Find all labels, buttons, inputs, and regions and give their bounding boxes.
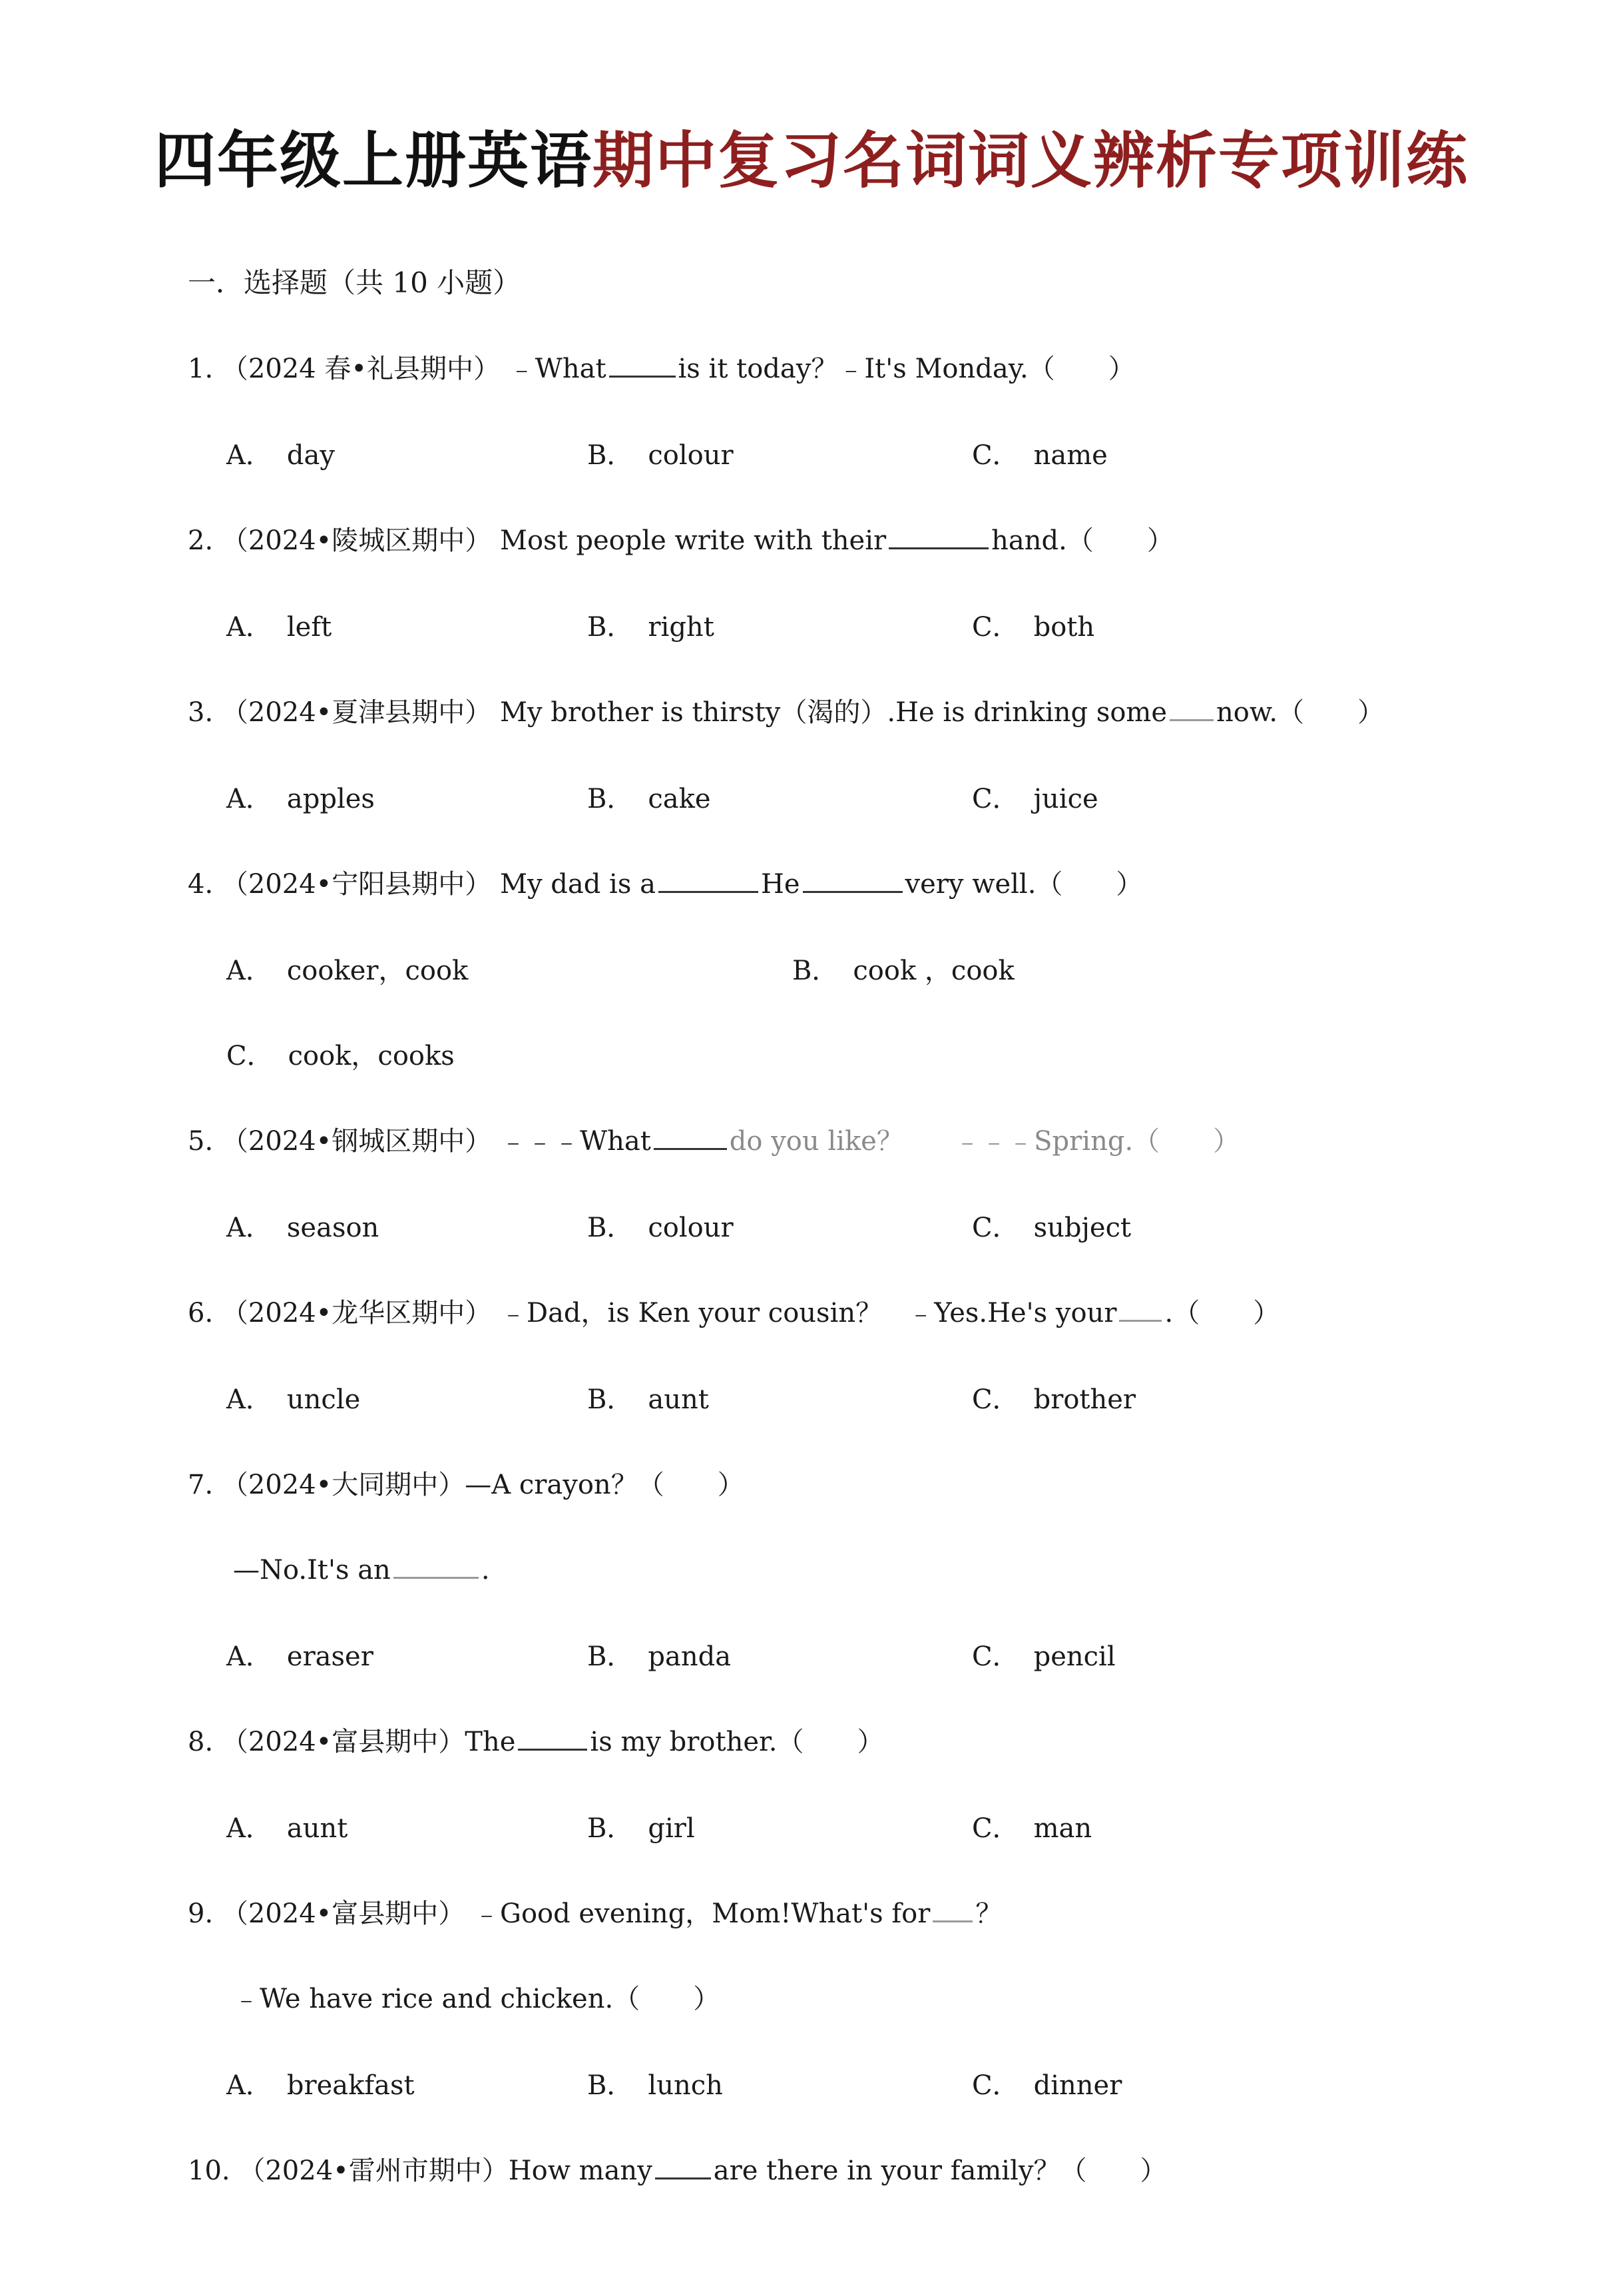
option-text: panda [648, 1641, 732, 1672]
option-text: juice [1033, 784, 1098, 814]
question-1 [188, 356, 1135, 382]
answer-blank [889, 545, 989, 549]
question-text: ﹣Yes.He's your [907, 1298, 1117, 1328]
page-title [0, 112, 1623, 200]
option-c[interactable] [972, 1643, 1116, 1670]
question-number: 7. [188, 1470, 214, 1500]
option-c[interactable] [972, 2072, 1122, 2099]
option-c[interactable] [972, 1215, 1131, 1241]
question-text: hand.（ ） [991, 525, 1174, 556]
option-text: subject [1033, 1213, 1132, 1243]
question-text: .（ ） [1164, 1298, 1280, 1328]
question-text: very well.（ ） [905, 869, 1143, 900]
option-text: cook ，cook [853, 956, 1015, 986]
option-label: A． [226, 956, 272, 986]
question-text: —A crayon？（ ） [465, 1470, 744, 1500]
question-text: Most people write with their [500, 525, 887, 556]
option-label: A． [226, 2070, 272, 2101]
option-label: B． [587, 612, 634, 643]
question-number: 10. [188, 2155, 230, 2186]
option-label: B． [587, 1213, 634, 1243]
option-label: B． [587, 2070, 634, 2101]
option-b[interactable] [587, 2072, 723, 2099]
question-text: do you like？ [729, 1126, 903, 1157]
question-text: ﹣We have rice and chicken.（ ） [233, 1984, 720, 2014]
question-source: （2024•陵城区期中） [221, 525, 492, 556]
option-label: C． [226, 1041, 274, 1071]
question-10 [188, 2157, 1166, 2184]
option-text: cook，cooks [288, 1041, 455, 1071]
option-text: eraser [286, 1641, 373, 1672]
option-label: C． [972, 1384, 1019, 1415]
option-a[interactable] [226, 958, 468, 984]
option-text: colour [648, 440, 734, 471]
option-text: apples [286, 784, 375, 814]
option-b[interactable] [587, 1386, 709, 1413]
option-text: aunt [286, 1813, 348, 1844]
question-8 [188, 1729, 883, 1755]
option-label: B． [792, 956, 839, 986]
option-text: girl [648, 1813, 695, 1844]
question-source: （2024•龙华区期中） [221, 1298, 492, 1328]
option-text: pencil [1033, 1641, 1116, 1672]
question-text: ﹣﹣﹣What [500, 1126, 651, 1157]
option-text: breakfast [286, 2070, 415, 2101]
question-text: —No.It's an [233, 1555, 391, 1585]
option-text: lunch [648, 2070, 723, 2101]
question-text: ﹣Good evening，Mom!What's for [473, 1898, 931, 1929]
title-part-2: 期中复习名词词义辨析专项训练 [592, 125, 1469, 196]
option-c[interactable] [226, 1043, 455, 1069]
option-c[interactable] [972, 1386, 1136, 1413]
question-text: The [465, 1727, 516, 1757]
option-label: B． [587, 1641, 634, 1672]
question-source: （2024 春•礼县期中） [221, 354, 500, 384]
question-number: 6. [188, 1298, 214, 1328]
question-number: 8. [188, 1727, 214, 1757]
option-text: both [1033, 612, 1095, 643]
answer-blank [658, 888, 758, 893]
option-b[interactable] [587, 442, 734, 469]
question-4 [188, 871, 1142, 898]
title-part-1: 四年级上册英语 [154, 125, 592, 196]
option-label: A． [226, 1213, 272, 1243]
question-source: （2024•钢城区期中） [221, 1126, 492, 1157]
answer-blank [933, 1918, 973, 1922]
question-number: 5. [188, 1126, 214, 1157]
option-label: A． [226, 1813, 272, 1844]
question-text: ﹣Dad，is Ken your cousin？ [500, 1298, 883, 1328]
option-a[interactable] [226, 442, 335, 469]
option-text: day [286, 440, 335, 471]
option-label: B． [587, 1384, 634, 1415]
option-b[interactable] [587, 1815, 695, 1842]
answer-blank [518, 1746, 587, 1751]
question-text: How many [508, 2155, 652, 2186]
question-text: My brother is thirsty（渴的）.He is drinking some [500, 697, 1168, 728]
question-source: （2024•富县期中） [221, 1898, 465, 1929]
option-text: cooker，cook [286, 956, 469, 986]
option-label: A． [226, 1384, 272, 1415]
question-source: （2024•大同期中） [221, 1470, 465, 1500]
option-b[interactable] [792, 958, 1015, 984]
option-text: brother [1033, 1384, 1136, 1415]
question-6 [188, 1300, 1279, 1326]
question-2 [188, 527, 1174, 554]
question-text: is it today？﹣It's Monday.（ ） [678, 354, 1135, 384]
question-9-reply [233, 1986, 720, 2012]
option-label: B． [587, 1813, 634, 1844]
option-label: A． [226, 784, 272, 814]
answer-blank [1119, 1317, 1162, 1322]
answer-blank [803, 888, 903, 893]
option-label: B． [587, 440, 634, 471]
answer-blank [654, 1145, 727, 1150]
option-text: man [1033, 1813, 1092, 1844]
option-a[interactable] [226, 1215, 379, 1241]
option-label: C． [972, 1813, 1019, 1844]
option-text: name [1033, 440, 1108, 471]
question-source: （2024•宁阳县期中） [221, 869, 492, 900]
option-c[interactable] [972, 614, 1094, 641]
question-3 [188, 699, 1384, 726]
section-header: 一．选择题（共 10 小题） [188, 266, 521, 299]
answer-blank [655, 2175, 711, 2179]
option-label: A． [226, 440, 272, 471]
option-c[interactable] [972, 1815, 1092, 1842]
option-label: A． [226, 1641, 272, 1672]
answer-blank [393, 1574, 479, 1579]
option-text: cake [648, 784, 711, 814]
question-text: is my brother.（ ） [590, 1727, 884, 1757]
option-c[interactable] [972, 442, 1108, 469]
question-number: 9. [188, 1898, 214, 1929]
question-number: 3. [188, 697, 214, 728]
option-text: colour [648, 1213, 734, 1243]
question-number: 1. [188, 354, 214, 384]
question-text: ﹣﹣﹣Spring.（ ） [954, 1126, 1240, 1157]
question-source: （2024•雷州市期中） [238, 2155, 509, 2186]
option-b[interactable] [587, 1215, 734, 1241]
option-b[interactable] [587, 786, 711, 812]
option-label: C． [972, 1641, 1019, 1672]
answer-blank [1170, 717, 1214, 721]
question-5 [188, 1128, 1240, 1155]
question-number: 4. [188, 869, 214, 900]
option-a[interactable] [226, 1815, 348, 1842]
option-label: C． [972, 1213, 1019, 1243]
question-text: He [760, 869, 800, 900]
option-b[interactable] [587, 614, 714, 641]
option-text: aunt [648, 1384, 709, 1415]
option-a[interactable] [226, 1643, 373, 1670]
question-9 [188, 1900, 1002, 1927]
option-b[interactable] [587, 1643, 731, 1670]
option-text: right [648, 612, 714, 643]
question-7-reply [233, 1557, 490, 1583]
option-label: A． [226, 612, 272, 643]
option-label: C． [972, 784, 1019, 814]
option-text: left [286, 612, 332, 643]
option-label: C． [972, 2070, 1019, 2101]
option-a[interactable] [226, 614, 332, 641]
option-a[interactable] [226, 1386, 360, 1413]
option-label: C． [972, 440, 1019, 471]
question-text: ？ [975, 1898, 1003, 1929]
option-text: dinner [1033, 2070, 1122, 2101]
option-label: B． [587, 784, 634, 814]
option-text: uncle [286, 1384, 361, 1415]
option-c[interactable] [972, 786, 1098, 812]
option-a[interactable] [226, 786, 375, 812]
question-text: ﹣What [508, 354, 606, 384]
question-text: are there in your family？（ ） [713, 2155, 1167, 2186]
question-text: My dad is a [500, 869, 656, 900]
question-text: now.（ ） [1216, 697, 1385, 728]
question-7 [188, 1472, 744, 1498]
answer-blank [609, 373, 676, 378]
question-text: . [481, 1555, 490, 1585]
option-text: season [286, 1213, 379, 1243]
option-label: C． [972, 612, 1019, 643]
question-number: 2. [188, 525, 214, 556]
question-source: （2024•富县期中） [221, 1727, 465, 1757]
question-source: （2024•夏津县期中） [221, 697, 492, 728]
option-a[interactable] [226, 2072, 415, 2099]
